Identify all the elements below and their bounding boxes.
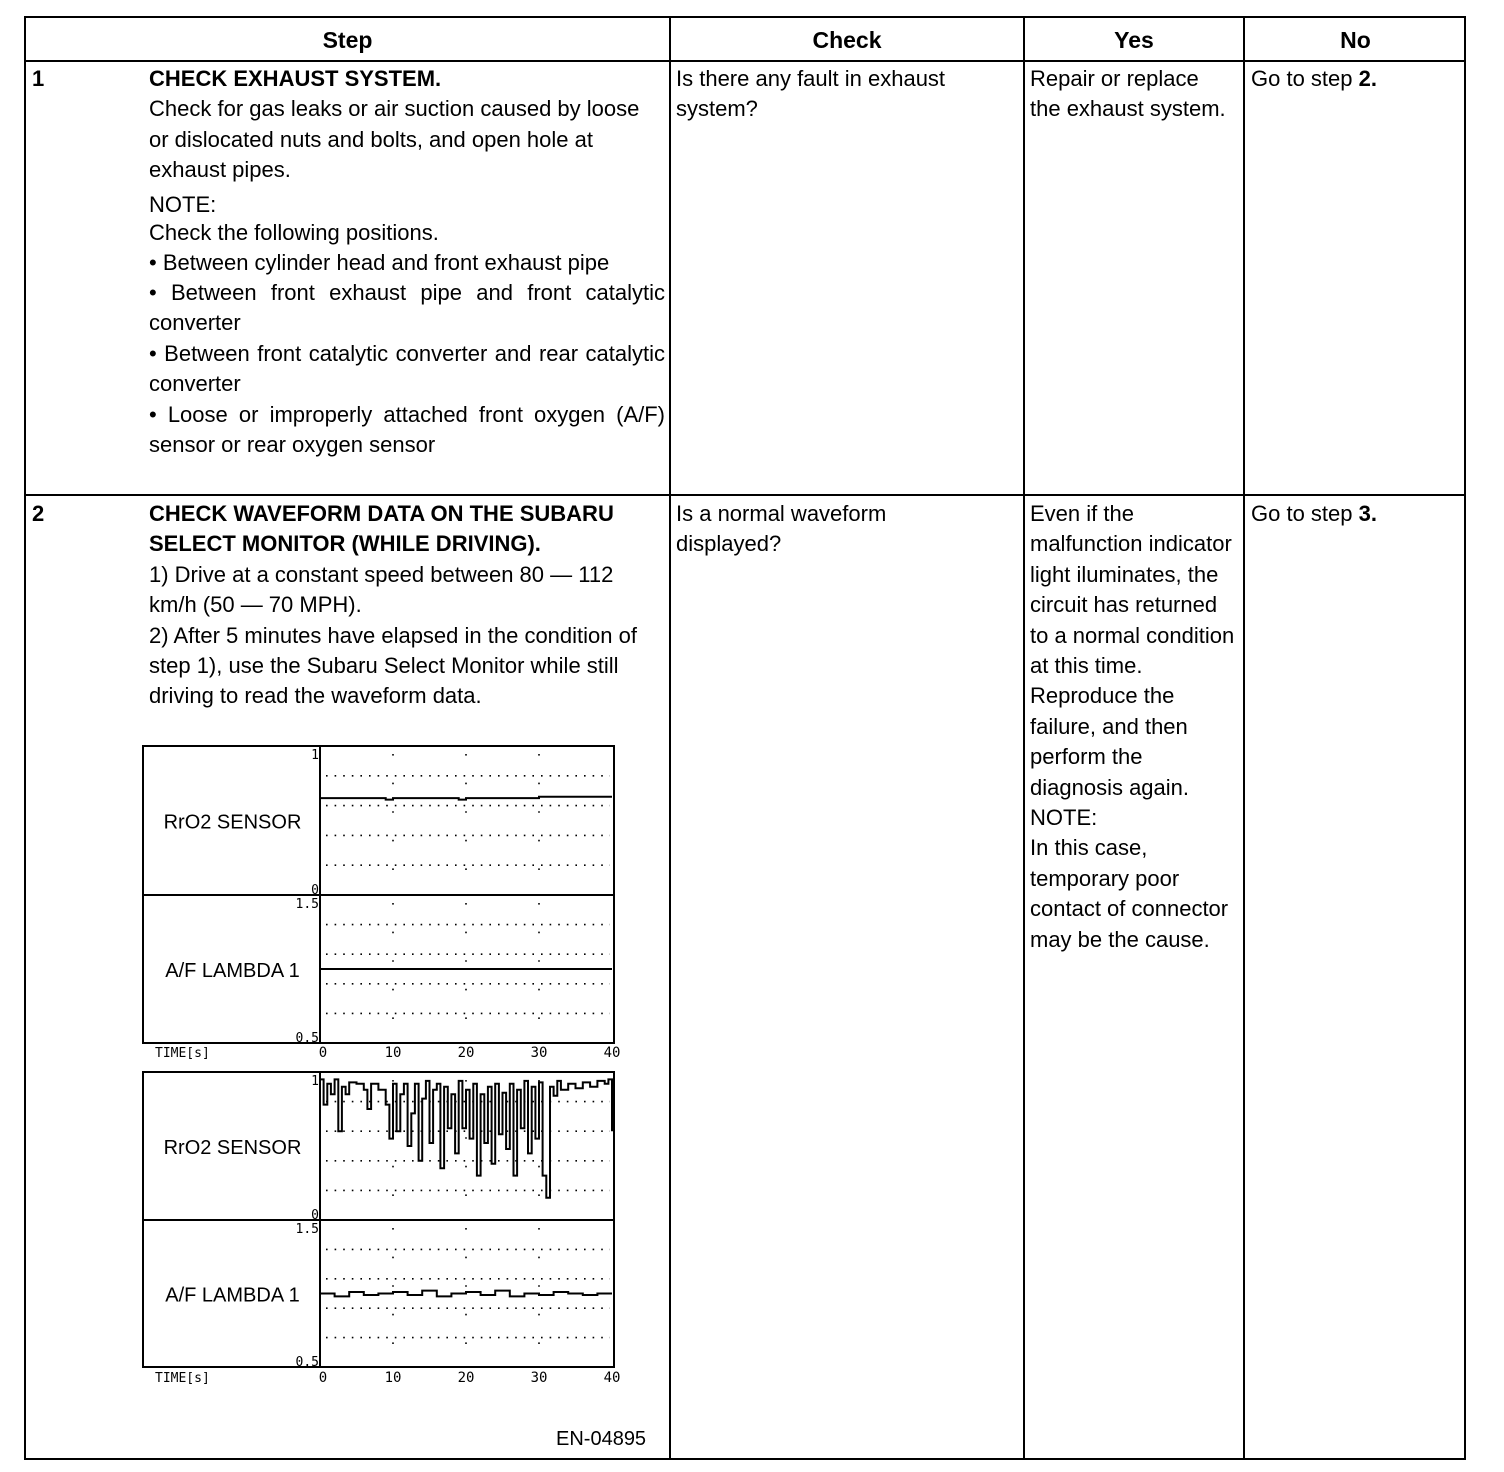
note-label: NOTE: <box>149 191 217 217</box>
step-number: 1 <box>32 66 45 91</box>
series-label: RrO2 SENSOR <box>163 1137 302 1159</box>
x-tick-label: 30 <box>530 1045 548 1061</box>
x-tick-label: 40 <box>603 1045 621 1061</box>
header-check: Check <box>812 27 882 53</box>
y-tick-label: 0.5 <box>295 1355 319 1370</box>
y-tick-label: 0 <box>311 883 319 898</box>
x-tick-label: 10 <box>384 1045 402 1061</box>
y-tick-label: 1 <box>311 1074 319 1089</box>
series-label: A/F LAMBDA 1 <box>165 960 300 982</box>
x-axis-label: TIME[s] <box>155 1371 210 1386</box>
y-tick-label: 1.5 <box>295 1222 319 1237</box>
check-question: Is there any fault in exhaust system? <box>676 66 946 122</box>
no-step-ref: 2. <box>1358 66 1377 91</box>
procedure-item: 1) Drive at a constant speed between 80 — 112 km/h (50 — 70 MPH). <box>149 561 614 618</box>
yes-text: Even if the malfunction indicator light iluminates, the circuit has returned to a normal condition at this time. Reproduce the failure, and then perform the diagnosis again. <box>1030 501 1235 800</box>
step-number: 2 <box>32 501 45 526</box>
yes-note: In this case, temporary poor contact of connector may be the cause. <box>1030 835 1229 952</box>
note-bullet: • Loose or improperly attached front oxygen (A/F) sensor or rear oxygen sensor <box>149 401 665 458</box>
x-tick-label: 20 <box>457 1370 475 1386</box>
header-no: No <box>1340 27 1371 53</box>
step-title: CHECK WAVEFORM DATA ON THE SUBARU SELECT MONITOR (WHILE DRIVING). <box>149 501 614 557</box>
x-tick-label: 20 <box>457 1045 475 1061</box>
x-axis-label: TIME[s] <box>155 1046 210 1061</box>
note-bullet: • Between front exhaust pipe and front catalytic converter <box>149 280 665 336</box>
note-bullet: • Between cylinder head and front exhaust pipe <box>149 249 610 275</box>
x-tick-label: 0 <box>318 1045 328 1061</box>
series-line <box>320 1291 612 1297</box>
note-intro: Check the following positions. <box>149 219 439 245</box>
series-line <box>320 797 612 800</box>
procedure-item: 2) After 5 minutes have elapsed in the condition of step 1), use the Subaru Select Monitor while still driving to read the waveform data. <box>149 622 637 709</box>
y-tick-label: 0.5 <box>295 1031 319 1046</box>
header-yes: Yes <box>1114 27 1154 53</box>
x-tick-label: 40 <box>603 1370 621 1386</box>
no-step-ref: 3. <box>1358 501 1377 526</box>
y-tick-label: 0 <box>311 1208 319 1223</box>
series-label: RrO2 SENSOR <box>163 811 302 834</box>
x-tick-label: 30 <box>530 1370 548 1386</box>
yes-note-label: NOTE: <box>1030 805 1098 831</box>
x-tick-label: 0 <box>318 1370 328 1386</box>
no-prefix: Go to step <box>1251 66 1359 91</box>
step-title: CHECK EXHAUST SYSTEM. <box>149 66 442 91</box>
figure-code: EN-04895 <box>556 1428 647 1450</box>
x-tick-label: 10 <box>384 1370 402 1386</box>
yes-action: Repair or replace the exhaust system. <box>1030 66 1226 122</box>
check-question: Is a normal waveform displayed? <box>676 501 887 557</box>
note-bullet: • Between front catalytic converter and rear catalytic converter <box>149 340 665 397</box>
y-tick-label: 1 <box>311 748 319 763</box>
y-tick-label: 1.5 <box>295 897 319 912</box>
step-body: Check for gas leaks or air suction caused by loose or dislocated nuts and bolts, and open hole at exhaust pipes. <box>149 96 640 183</box>
header-step: Step <box>322 27 373 53</box>
series-label: A/F LAMBDA 1 <box>165 1284 300 1307</box>
no-prefix: Go to step <box>1251 501 1359 526</box>
